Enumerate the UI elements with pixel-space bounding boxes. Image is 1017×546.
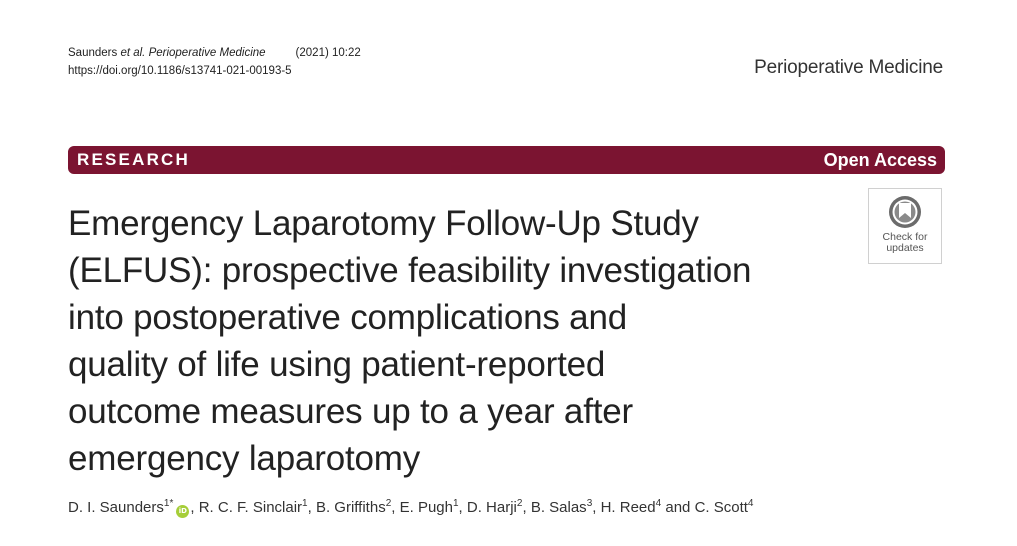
author-affiliation: 1 <box>452 498 459 509</box>
author-name[interactable]: H. Reed <box>600 499 656 516</box>
author-separator: , <box>190 499 199 516</box>
author-separator: , <box>458 499 467 516</box>
author-name[interactable]: B. Salas <box>530 499 587 516</box>
doi-link[interactable]: https://doi.org/10.1186/s13741-021-00193-5 <box>68 65 292 77</box>
author-name[interactable]: R. C. F. Sinclair <box>198 499 303 516</box>
title-line: emergency laparotomy <box>68 439 420 478</box>
citation-line <box>68 44 361 62</box>
check-for-updates-line2: updates <box>886 242 924 254</box>
article-title <box>68 200 848 482</box>
author-separator: and <box>661 499 695 516</box>
author-affiliation: 2 <box>385 498 392 509</box>
citation-header <box>68 44 361 80</box>
citation-etal: et al. <box>120 47 146 59</box>
author-affiliation: 2 <box>516 498 523 509</box>
citation-journal: Perioperative Medicine <box>145 47 266 59</box>
journal-name: Perioperative Medicine <box>754 57 943 78</box>
author-separator: , <box>307 499 316 516</box>
title-line: into postoperative complications and <box>68 298 627 337</box>
author-name[interactable]: E. Pugh <box>399 499 453 516</box>
author-name[interactable]: B. Griffiths <box>315 499 386 516</box>
author-affiliation: 4 <box>655 498 662 509</box>
orcid-icon[interactable]: iD <box>176 505 189 518</box>
check-for-updates-icon <box>887 194 923 230</box>
author-affiliation: 1 <box>302 498 308 509</box>
author-separator: , <box>391 499 400 516</box>
check-for-updates-label <box>883 232 928 254</box>
author-name[interactable]: D. I. Saunders <box>68 499 164 516</box>
citation-authors: Saunders <box>68 47 121 59</box>
title-line: outcome measures up to a year after <box>68 392 633 431</box>
article-type-label: RESEARCH <box>77 150 191 169</box>
author-separator: , <box>592 499 601 516</box>
author-name[interactable]: C. Scott <box>694 499 748 516</box>
title-line: (ELFUS): prospective feasibility investigation <box>68 251 752 290</box>
author-name[interactable]: D. Harji <box>466 499 517 516</box>
author-affiliation: 1* <box>163 498 174 509</box>
author-affiliation: 3 <box>586 498 593 509</box>
author-separator: , <box>522 499 531 516</box>
check-for-updates-button[interactable] <box>868 188 942 264</box>
citation-year-volume: (2021) 10:22 <box>295 47 361 59</box>
author-list <box>68 499 753 518</box>
check-for-updates-line1: Check for <box>882 231 928 243</box>
open-access-label: Open Access <box>823 149 937 170</box>
title-line: quality of life using patient-reported <box>68 345 606 384</box>
title-line: Emergency Laparotomy Follow-Up Study <box>68 204 699 243</box>
article-type-banner <box>68 146 945 174</box>
author-affiliation: 4 <box>747 498 754 509</box>
